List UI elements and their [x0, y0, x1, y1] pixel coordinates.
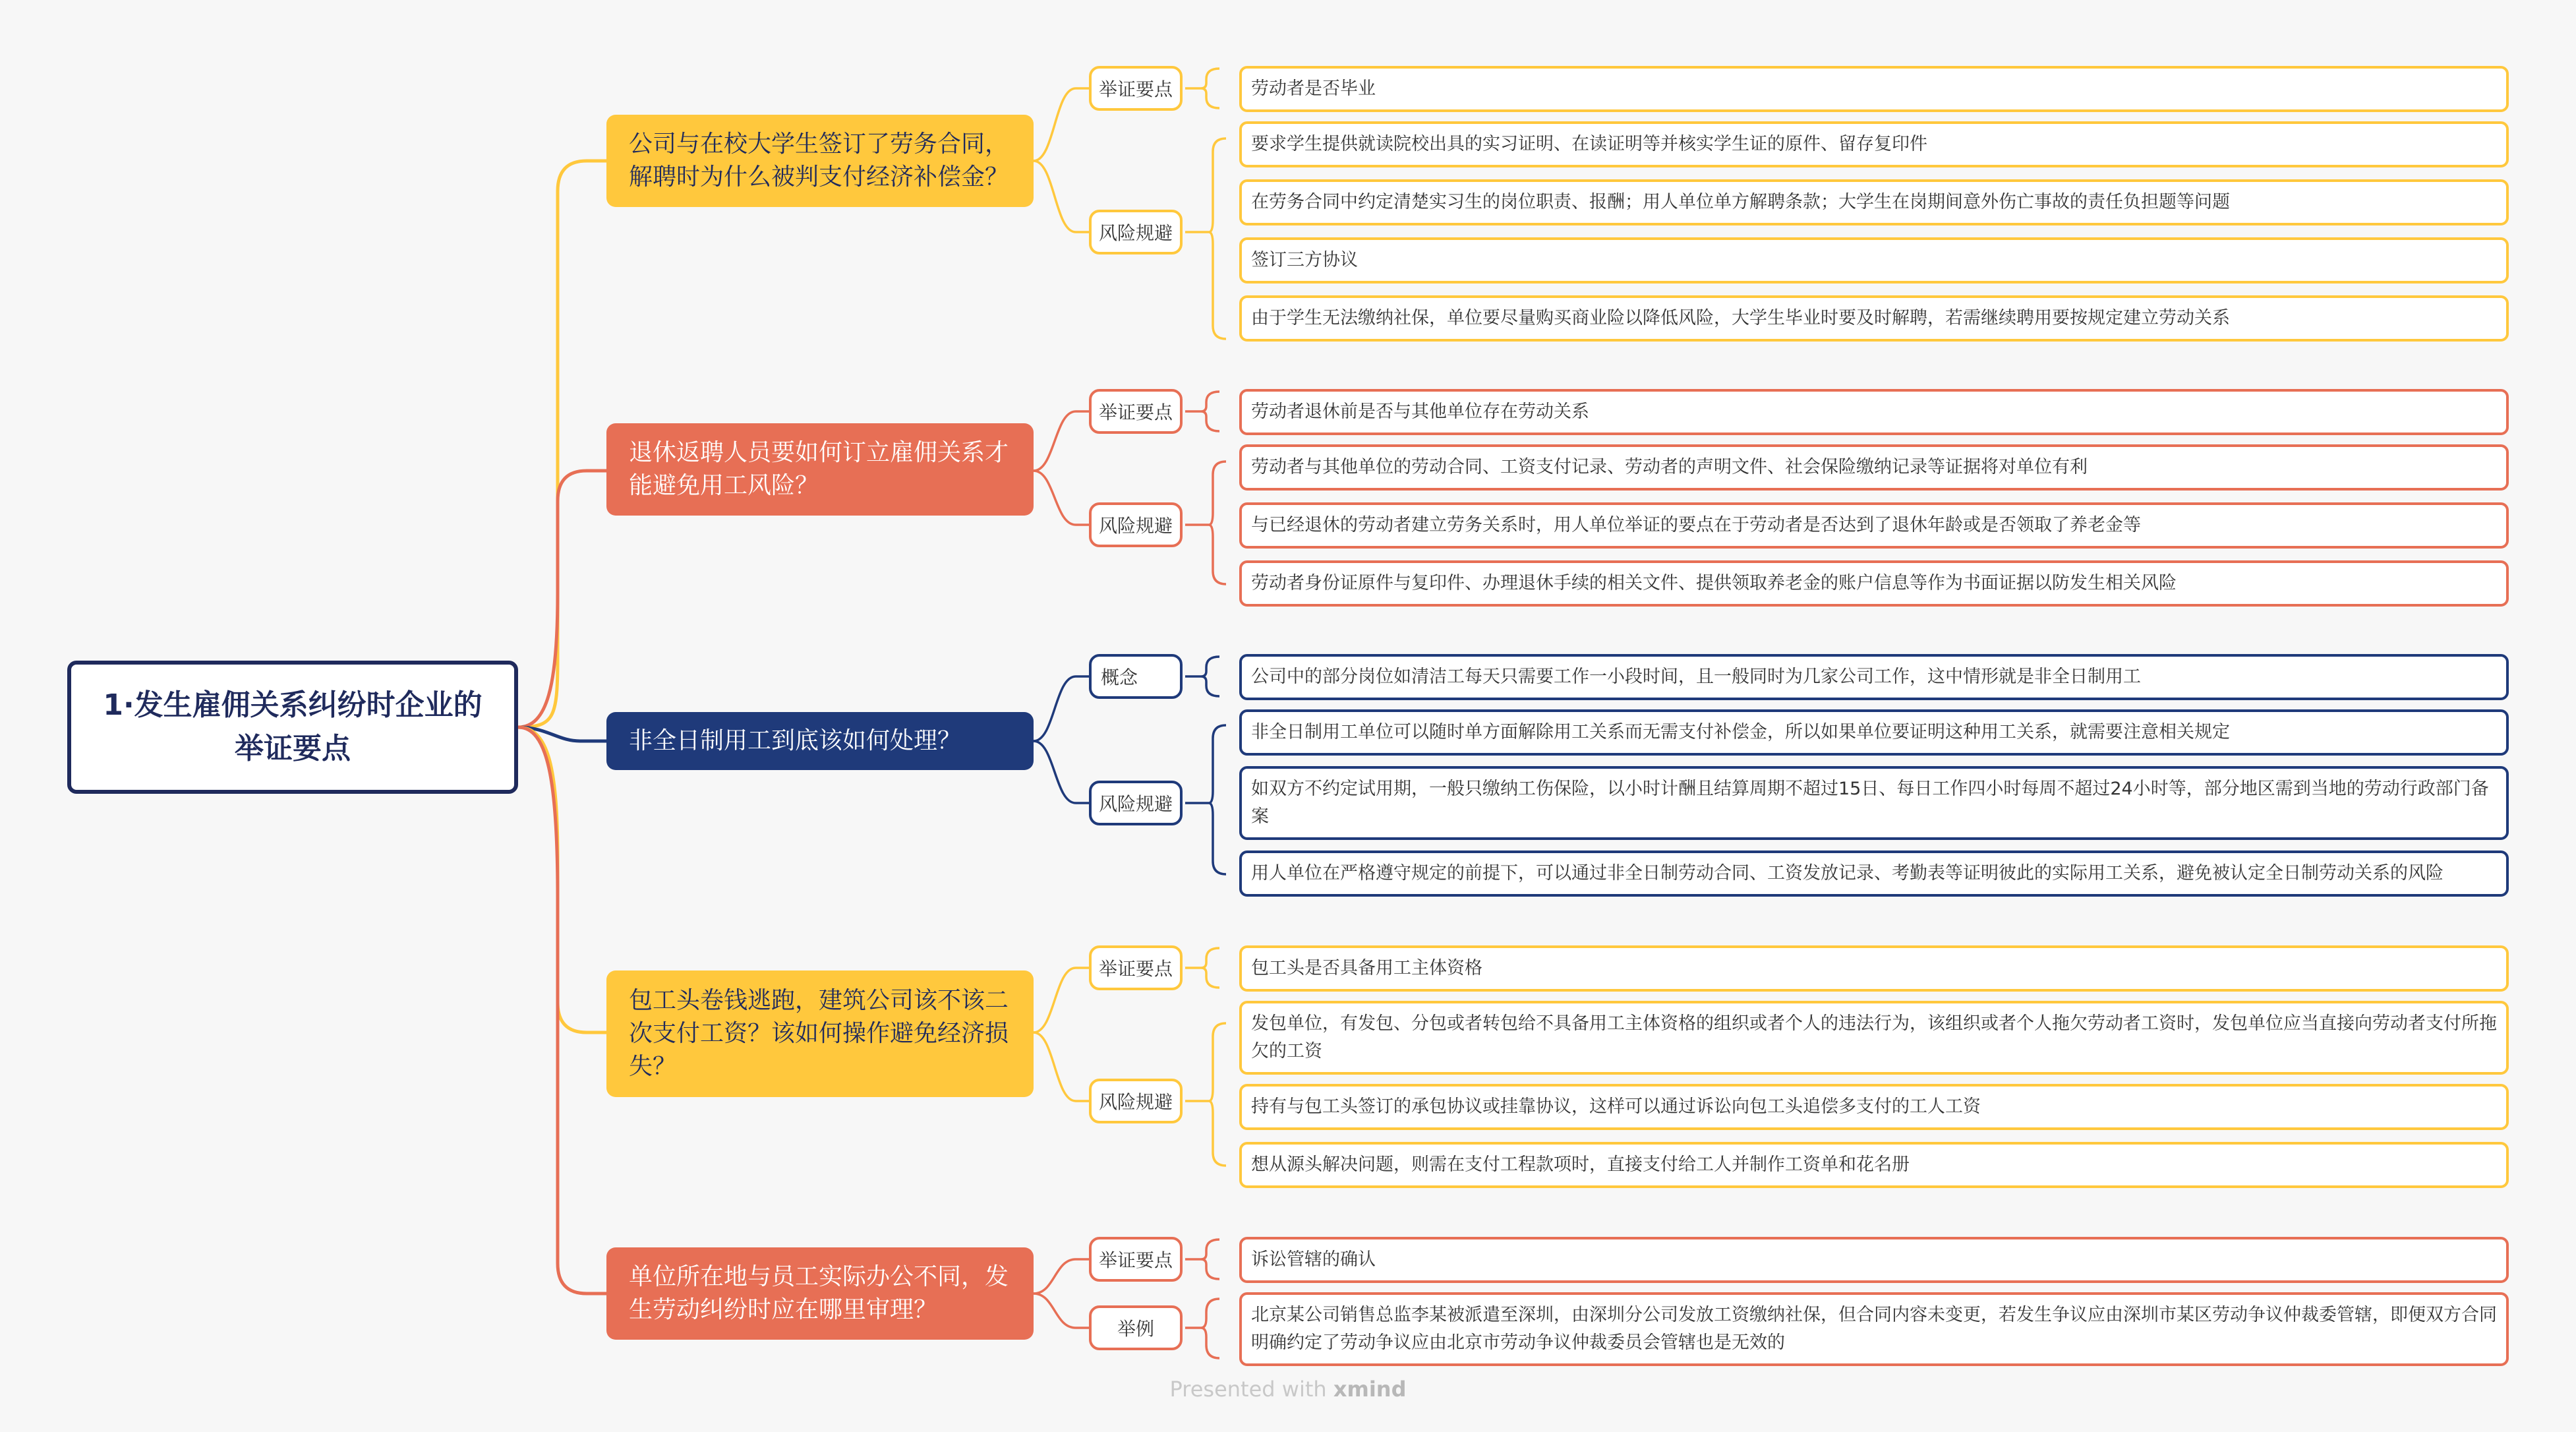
branch-topic-2[interactable]: 退休返聘人员要如何订立雇佣关系才能避免用工风险？	[606, 423, 1034, 516]
branch-topic-4[interactable]: 包工头卷钱逃跑，建筑公司该不该二次支付工资？该如何操作避免经济损失？	[606, 970, 1034, 1097]
leaf-3-1[interactable]: 公司中的部分岗位如清洁工每天只需要工作一小段时间，且一般同时为几家公司工作，这中情形就是非全日制用工	[1239, 654, 2509, 700]
xmind-logo-text: xmind	[1333, 1377, 1407, 1402]
leaf-1-5[interactable]: 由于学生无法缴纳社保，单位要尽量购买商业险以降低风险，大学生毕业时要及时解聘，若需继续聘用要按规定建立劳动关系	[1239, 295, 2509, 342]
leaf-1-2[interactable]: 要求学生提供就读院校出具的实习证明、在读证明等并核实学生证的原件、留存复印件	[1239, 121, 2509, 167]
subtopic-label-risk-2[interactable]: 风险规避	[1089, 502, 1183, 547]
footer-prefix: Presented with	[1169, 1377, 1327, 1402]
subtopic-label-risk-1[interactable]: 风险规避	[1089, 210, 1183, 254]
subtopic-label-risk-3[interactable]: 风险规避	[1089, 781, 1183, 825]
root-connector-red-1	[518, 471, 606, 727]
root-connector-yellow-2	[518, 727, 606, 1032]
branch-topic-1[interactable]: 公司与在校大学生签订了劳务合同，解聘时为什么被判支付经济补偿金？	[606, 115, 1034, 207]
subtopic-label-evidence-5[interactable]: 举证要点	[1089, 1237, 1183, 1282]
subtopic-label-risk-4[interactable]: 风险规避	[1089, 1079, 1183, 1123]
subtopic-label-evidence-1[interactable]: 举证要点	[1089, 66, 1183, 111]
leaf-3-2[interactable]: 非全日制用工单位可以随时单方面解除用工关系而无需支付补偿金，所以如果单位要证明这种用工关系，就需要注意相关规定	[1239, 709, 2509, 756]
branch-topic-3[interactable]: 非全日制用工到底该如何处理？	[606, 712, 1034, 770]
leaf-1-3[interactable]: 在劳务合同中约定清楚实习生的岗位职责、报酬；用人单位单方解聘条款；大学生在岗期间意外伤亡事故的责任负担题等问题	[1239, 179, 2509, 225]
subtopic-label-example-5[interactable]: 举例	[1089, 1305, 1183, 1350]
root-connector-yellow	[518, 161, 606, 727]
subtopic-label-evidence-4[interactable]: 举证要点	[1089, 945, 1183, 990]
leaf-4-4[interactable]: 想从源头解决问题，则需在支付工程款项时，直接支付给工人并制作工资单和花名册	[1239, 1142, 2509, 1188]
leaf-1-4[interactable]: 签订三方协议	[1239, 237, 2509, 283]
branch-topic-5[interactable]: 单位所在地与员工实际办公不同，发生劳动纠纷时应在哪里审理？	[606, 1247, 1034, 1340]
leaf-5-1[interactable]: 诉讼管辖的确认	[1239, 1237, 2509, 1283]
subtopic-label-evidence-2[interactable]: 举证要点	[1089, 389, 1183, 434]
leaf-1-1[interactable]: 劳动者是否毕业	[1239, 66, 2509, 112]
footer-watermark	[0, 1377, 2576, 1402]
leaf-2-2[interactable]: 劳动者与其他单位的劳动合同、工资支付记录、劳动者的声明文件、社会保险缴纳记录等证据将对单位有利	[1239, 444, 2509, 491]
subtopic-label-concept-3[interactable]: 概念	[1089, 654, 1183, 699]
leaf-3-4[interactable]: 用人单位在严格遵守规定的前提下，可以通过非全日制劳动合同、工资发放记录、考勤表等证明彼此的实际用工关系，避免被认定全日制劳动关系的风险	[1239, 850, 2509, 897]
leaf-3-3[interactable]: 如双方不约定试用期，一般只缴纳工伤保险，以小时计酬且结算周期不超过15日、每日工作四小时每周不超过24小时等，部分地区需到当地的劳动行政部门备案	[1239, 766, 2509, 840]
root-topic[interactable]: 1·发生雇佣关系纠纷时企业的举证要点	[67, 661, 518, 794]
leaf-2-3[interactable]: 与已经退休的劳动者建立劳务关系时，用人单位举证的要点在于劳动者是否达到了退休年龄或是否领取了养老金等	[1239, 502, 2509, 549]
root-connector-red-2	[518, 727, 606, 1294]
leaf-2-1[interactable]: 劳动者退休前是否与其他单位存在劳动关系	[1239, 389, 2509, 435]
leaf-4-3[interactable]: 持有与包工头签订的承包协议或挂靠协议，这样可以通过诉讼向包工头追偿多支付的工人工资	[1239, 1084, 2509, 1130]
leaf-4-2[interactable]: 发包单位，有发包、分包或者转包给不具备用工主体资格的组织或者个人的违法行为，该组织或者个人拖欠劳动者工资时，发包单位应当直接向劳动者支付所拖欠的工资	[1239, 1001, 2509, 1075]
leaf-2-4[interactable]: 劳动者身份证原件与复印件、办理退休手续的相关文件、提供领取养老金的账户信息等作为书面证据以防发生相关风险	[1239, 560, 2509, 607]
leaf-4-1[interactable]: 包工头是否具备用工主体资格	[1239, 945, 2509, 992]
leaf-5-2[interactable]: 北京某公司销售总监李某被派遣至深圳，由深圳分公司发放工资缴纳社保，但合同内容未变更，若发生争议应由深圳市某区劳动争议仲裁委管辖，即便双方合同明确约定了劳动争议应由北京市劳动争议仲裁委员会管辖也是无效的	[1239, 1292, 2509, 1366]
